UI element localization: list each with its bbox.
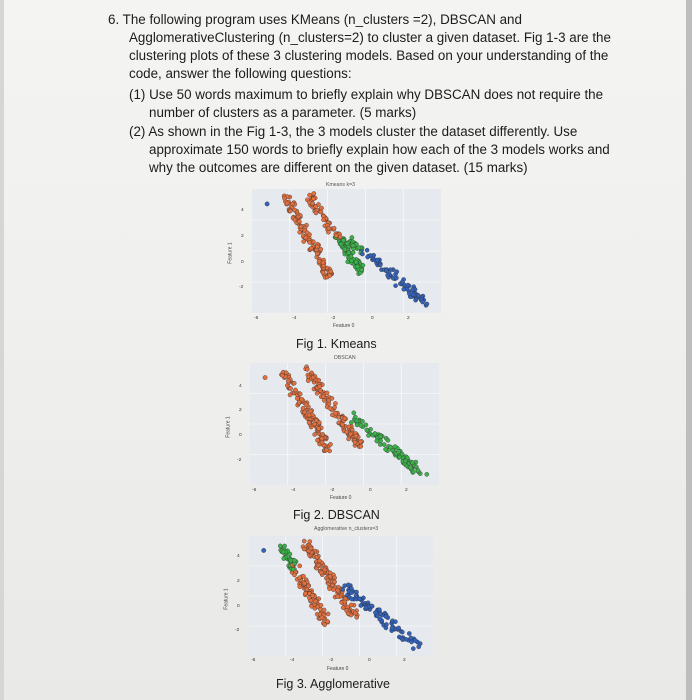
scatter-point [386, 438, 390, 442]
scatter-point [360, 268, 364, 272]
scatter-point [333, 401, 337, 405]
scatter-point [411, 293, 415, 297]
scatter-point [299, 224, 303, 228]
scatter-point [378, 263, 382, 267]
scatter-point [314, 418, 318, 422]
scatter-point [401, 638, 405, 642]
scatter-point [328, 273, 332, 277]
fig1-ytick-1: 4 [241, 208, 244, 213]
fig1-scatter [252, 189, 441, 313]
scatter-point [282, 556, 286, 560]
scatter-point [311, 197, 315, 201]
scatter-point [338, 235, 342, 239]
scatter-point [318, 384, 322, 388]
scatter-point [288, 393, 292, 397]
scatter-point [425, 302, 429, 306]
scatter-point [311, 375, 315, 379]
scatter-point [349, 420, 353, 424]
page-edge-left [0, 0, 4, 700]
scatter-point [343, 416, 347, 420]
scatter-point [347, 251, 351, 255]
scatter-point [321, 261, 325, 265]
fig1-ytick-2: 2 [241, 234, 244, 239]
scatter-point [324, 448, 328, 452]
scatter-point [288, 209, 292, 213]
fig2-ylabel: Feature 1 [225, 416, 232, 438]
scatter-point [334, 234, 338, 238]
scatter-point [359, 603, 363, 607]
scatter-point [298, 230, 302, 234]
scatter-point [350, 235, 354, 239]
scatter-point [317, 259, 321, 263]
scatter-point [375, 439, 379, 443]
scatter-point [416, 293, 420, 297]
scatter-point [316, 563, 320, 567]
scatter-point [291, 567, 295, 571]
scatter-point [327, 226, 331, 230]
scatter-point [321, 394, 325, 398]
scatter-point [301, 406, 305, 410]
scatter-point [290, 202, 294, 206]
scatter-point [308, 409, 312, 413]
scatter-point [322, 398, 326, 402]
scatter-point [411, 647, 415, 651]
scatter-point [351, 244, 355, 248]
scatter-point [302, 239, 306, 243]
fig2-xtick-1: -6 [252, 488, 257, 493]
scatter-point [355, 423, 359, 427]
scatter-point [360, 252, 364, 256]
scatter-point [336, 594, 340, 598]
fig2-xtick-5: 2 [405, 488, 408, 493]
scatter-point [321, 432, 325, 436]
fig2-xtick-4: 0 [369, 488, 372, 493]
scatter-point [360, 419, 364, 423]
question-line-9: why the outcomes are different on the given dataset. (15 marks) [149, 160, 528, 175]
scatter-point [322, 608, 326, 612]
scatter-point [334, 411, 338, 415]
scatter-point [328, 442, 332, 446]
scatter-point [315, 391, 319, 395]
scatter-point [393, 445, 397, 449]
scatter-point [298, 585, 302, 589]
scatter-point [292, 573, 296, 577]
fig3-xtick-5: 2 [403, 658, 406, 663]
scatter-point [280, 373, 284, 377]
scatter-point [384, 622, 388, 626]
scatter-point [332, 226, 336, 230]
scatter-point [303, 581, 307, 585]
scatter-point [365, 248, 369, 252]
fig3-title: Agglomerative n_clusters=3 [314, 526, 379, 532]
scatter-point [378, 435, 382, 439]
scatter-point [305, 231, 309, 235]
scatter-point [353, 440, 357, 444]
scatter-point [407, 292, 411, 296]
scatter-point [286, 379, 290, 383]
scatter-point [293, 388, 297, 392]
scatter-point [349, 254, 353, 258]
scatter-point [354, 434, 358, 438]
scatter-point [307, 240, 311, 244]
fig2-xlabel: Feature 0 [330, 495, 352, 501]
question-line-6: number of clusters as a parameter. (5 marks) [149, 105, 417, 120]
scatter-point [325, 391, 329, 395]
scatter-point [265, 202, 269, 206]
fig1-xtick-4: 0 [371, 316, 374, 321]
scatter-point [353, 611, 357, 615]
question-line-1: 6. The following program uses KMeans (n_clusters =2), DBSCAN and [108, 12, 522, 27]
question-line-3: clustering plots of these 3 clustering models. Based on your understanding of the [129, 48, 609, 63]
scatter-point [328, 587, 332, 591]
fig1-xtick-3: -2 [331, 316, 336, 321]
scatter-point [298, 576, 302, 580]
scatter-point [341, 587, 345, 591]
scatter-point [343, 247, 347, 251]
scatter-point [366, 255, 370, 259]
scatter-point [298, 392, 302, 396]
fig2-xtick-2: -4 [291, 488, 296, 493]
scatter-point [345, 430, 349, 434]
scatter-point [394, 276, 398, 280]
scatter-point [364, 606, 368, 610]
fig1-ytick-3: 0 [241, 260, 244, 265]
scatter-point [282, 196, 286, 200]
scatter-point [403, 459, 407, 463]
scatter-point [308, 193, 312, 197]
scatter-point [319, 210, 323, 214]
fig1-ytick-4: -2 [239, 285, 244, 290]
scatter-point [366, 433, 370, 437]
scatter-point [315, 555, 319, 559]
scatter-point [397, 455, 401, 459]
scatter-point [382, 443, 386, 447]
scatter-point [341, 606, 345, 610]
scatter-point [410, 640, 414, 644]
fig3-xlabel: Feature 0 [327, 666, 349, 672]
scatter-point [298, 564, 302, 568]
fig2-plot-area [250, 363, 439, 485]
fig1-xtick-2: -4 [292, 316, 297, 321]
scatter-point [410, 461, 414, 465]
scatter-point [320, 440, 324, 444]
scatter-point [370, 604, 374, 608]
fig3-ytick-4: -2 [235, 628, 240, 633]
scatter-point [425, 472, 429, 476]
scatter-point [350, 597, 354, 601]
scatter-point [314, 211, 318, 215]
scatter-point [375, 258, 379, 262]
fig2-title: DBSCAN [334, 355, 356, 361]
scatter-point [336, 588, 340, 592]
scatter-point [333, 580, 337, 584]
fig2-scatter [250, 363, 439, 485]
scatter-point [377, 608, 381, 612]
scatter-point [326, 230, 330, 234]
scatter-point [384, 269, 388, 273]
scatter-point [402, 287, 406, 291]
scatter-point [350, 591, 354, 595]
scatter-point [355, 615, 359, 619]
scatter-point [284, 371, 288, 375]
scatter-point [346, 611, 350, 615]
fig3-xtick-1: -6 [251, 658, 256, 663]
question-line-5: (1) Use 50 words maximum to briefly explain why DBSCAN does not require the [129, 87, 604, 102]
scatter-point [354, 594, 358, 598]
scatter-point [310, 201, 314, 205]
question-line-2: AgglomerativeClustering (n_clusters=2) to cluster a given dataset. Fig 1-3 are the [129, 30, 611, 45]
scatter-point [373, 611, 377, 615]
fig3-plot-area [249, 536, 433, 656]
scatter-point [295, 396, 299, 400]
scatter-point [358, 597, 362, 601]
scatter-point [289, 386, 293, 390]
question-line-8: approximate 150 words to briefly explain how each of the 3 models works and [149, 142, 610, 157]
scatter-point [302, 539, 306, 543]
scatter-point [306, 584, 310, 588]
scatter-point [408, 466, 412, 470]
scatter-point [359, 444, 363, 448]
scatter-point [263, 375, 267, 379]
scatter-point [300, 397, 304, 401]
scatter-point [314, 204, 318, 208]
scatter-point [319, 247, 323, 251]
fig3-caption: Fig 3. Agglomerative [276, 677, 390, 691]
fig2-ytick-3: 0 [239, 433, 242, 438]
scatter-point [317, 559, 321, 563]
fig1-xtick-5: 2 [407, 316, 410, 321]
scatter-point [319, 603, 323, 607]
scatter-point [320, 616, 324, 620]
scatter-point [345, 241, 349, 245]
fig1-ylabel: Feature 1 [227, 242, 234, 264]
scatter-point [414, 465, 418, 469]
scatter-point [313, 599, 317, 603]
scatter-point [262, 548, 266, 552]
scatter-point [340, 423, 344, 427]
scatter-point [315, 252, 319, 256]
fig1-title: Kmeans k=3 [326, 182, 355, 188]
scatter-point [304, 236, 308, 240]
fig3-scatter [249, 536, 433, 656]
scatter-point [390, 627, 394, 631]
fig3-ytick-1: 4 [237, 554, 240, 559]
fig2-ytick-1: 4 [239, 384, 242, 389]
scatter-point [327, 398, 331, 402]
scatter-point [304, 403, 308, 407]
fig1-xlabel: Feature 0 [333, 323, 355, 329]
fig3-xtick-4: 0 [368, 658, 371, 663]
scatter-point [302, 547, 306, 551]
fig3-ylabel: Feature 1 [223, 588, 230, 610]
scatter-point [355, 419, 359, 423]
scatter-point [347, 437, 351, 441]
fig1-xtick-1: -6 [254, 316, 259, 321]
scatter-point [343, 600, 347, 604]
scatter-point [395, 270, 399, 274]
scatter-point [365, 428, 369, 432]
scatter-point [351, 250, 355, 254]
scatter-point [349, 603, 353, 607]
fig1-caption: Fig 1. Kmeans [296, 337, 377, 351]
fig2-caption: Fig 2. DBSCAN [293, 508, 380, 522]
fig3-xtick-2: -4 [290, 658, 295, 663]
scatter-point [384, 614, 388, 618]
scatter-point [358, 440, 362, 444]
scatter-point [393, 620, 397, 624]
scatter-point [309, 599, 313, 603]
scatter-point [386, 273, 390, 277]
scatter-point [301, 574, 305, 578]
scatter-point [343, 584, 347, 588]
scatter-point [349, 259, 353, 263]
scatter-point [406, 283, 410, 287]
scatter-point [413, 639, 417, 643]
page-edge-right [686, 0, 692, 700]
scatter-point [292, 558, 296, 562]
scatter-point [357, 246, 361, 250]
scatter-point [326, 620, 330, 624]
scatter-point [323, 568, 327, 572]
scatter-point [409, 636, 413, 640]
scatter-point [321, 218, 325, 222]
scatter-point [319, 571, 323, 575]
scatter-point [331, 588, 335, 592]
scatter-point [359, 423, 363, 427]
scatter-point [307, 421, 311, 425]
scatter-point [305, 367, 309, 371]
scatter-point [326, 612, 330, 616]
fig2-xtick-3: -2 [330, 488, 335, 493]
fig3-xtick-3: -2 [329, 658, 334, 663]
scatter-point [378, 612, 382, 616]
question-line-4: code, answer the following questions: [129, 66, 352, 81]
scatter-point [329, 269, 333, 273]
scatter-point [320, 437, 324, 441]
scatter-point [292, 381, 296, 385]
scatter-point [349, 432, 353, 436]
scatter-point [378, 617, 382, 621]
fig3-ytick-2: 2 [237, 579, 240, 584]
fig1-plot-area [252, 189, 441, 313]
scatter-point [328, 574, 332, 578]
scatter-point [292, 208, 296, 212]
scatter-point [293, 218, 297, 222]
scatter-point [283, 544, 287, 548]
scatter-point [352, 411, 356, 415]
scatter-point [309, 246, 313, 250]
scatter-point [315, 244, 319, 248]
scatter-point [394, 284, 398, 288]
fig3-ytick-3: 0 [237, 604, 240, 609]
scatter-point [373, 431, 377, 435]
scatter-point [285, 201, 289, 205]
scatter-point [321, 270, 325, 274]
scatter-point [306, 379, 310, 383]
scatter-point [328, 406, 332, 410]
scatter-point [317, 427, 321, 431]
scatter-point [411, 470, 415, 474]
scatter-point [407, 631, 411, 635]
scatter-point [281, 550, 285, 554]
scatter-point [307, 413, 311, 417]
scatter-point [312, 191, 316, 195]
scatter-point [361, 263, 365, 267]
scatter-point [389, 445, 393, 449]
scatter-point [304, 591, 308, 595]
scatter-point [379, 439, 383, 443]
scatter-point [315, 438, 319, 442]
fig2-ytick-4: -2 [237, 458, 242, 463]
scatter-point [397, 626, 401, 630]
scatter-point [313, 432, 317, 436]
scatter-point [339, 242, 343, 246]
question-line-7: (2) As shown in the Fig 1-3, the 3 models cluster the dataset differently. Use [129, 124, 578, 139]
scatter-point [421, 300, 425, 304]
scatter-point [309, 546, 313, 550]
scatter-point [410, 288, 414, 292]
scatter-point [311, 594, 315, 598]
scatter-point [355, 264, 359, 268]
scatter-point [319, 206, 323, 210]
scatter-point [400, 280, 404, 284]
scatter-point [400, 630, 404, 634]
fig2-ytick-2: 2 [239, 408, 242, 413]
scatter-point [417, 645, 421, 649]
scatter-point [336, 415, 340, 419]
